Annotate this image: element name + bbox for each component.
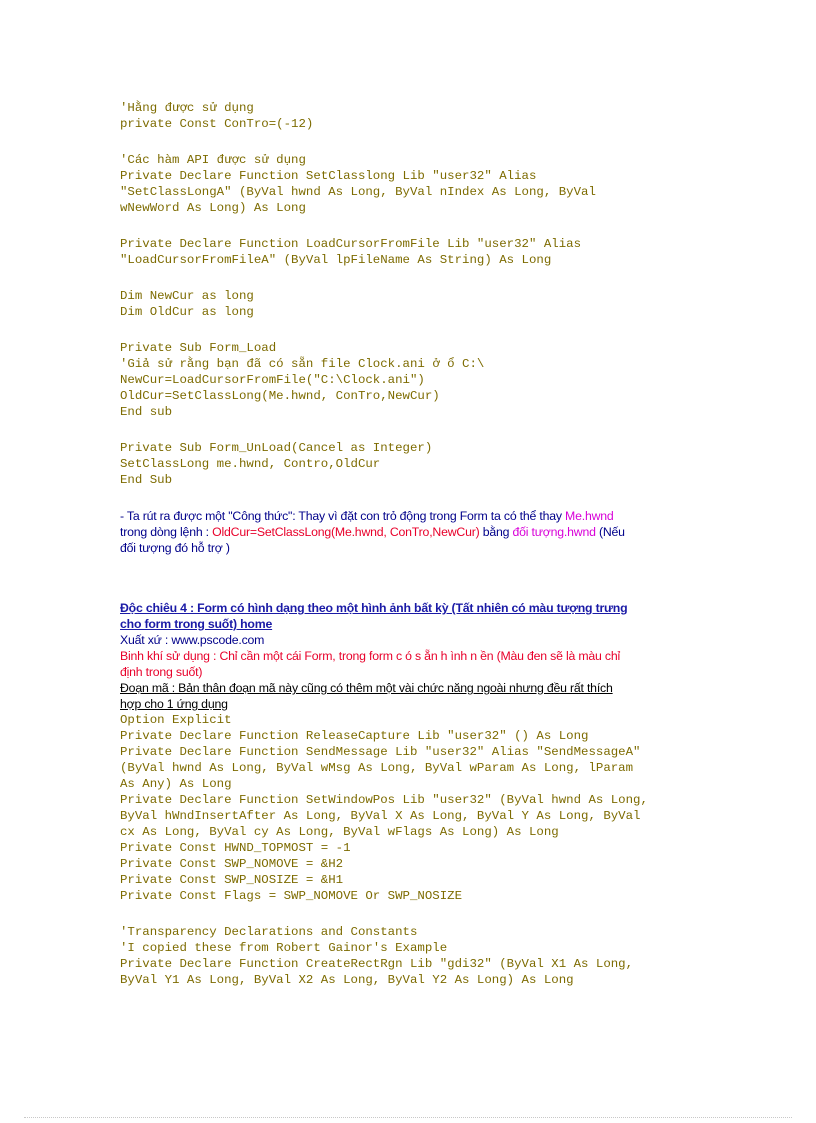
note-text: (Nếu [595, 525, 625, 539]
code-line: "LoadCursorFromFileA" (ByVal lpFileName As String) As Long [120, 253, 552, 267]
code-line: End sub [120, 405, 173, 419]
code-line: 'Transparency Declarations and Constants [120, 925, 418, 939]
section-heading-link[interactable]: Độc chiêu 4 : Form có hình dạng theo một hình ảnh bất kỳ (Tất nhiên có màu tượng trưng [120, 601, 628, 615]
code-block-form-unload [120, 440, 710, 488]
code-line: "SetClassLongA" (ByVal hwnd As Long, ByVal nIndex As Long, ByVal [120, 185, 596, 199]
code-line: As Any) As Long [120, 777, 232, 791]
code-line: OldCur=SetClassLong(Me.hwnd, ConTro,NewCur) [120, 389, 440, 403]
code-block-dims [120, 288, 710, 320]
code-line: Option Explicit [120, 713, 232, 727]
note-text: trong dòng lệnh : [120, 525, 213, 539]
code-line: 'Hằng được sử dụng [120, 101, 254, 115]
code-line: cx As Long, ByVal cy As Long, ByVal wFlags As Long) As Long [120, 825, 559, 839]
code-line: Private Const SWP_NOSIZE = &H1 [120, 873, 344, 887]
me-hwnd-highlight: Me.hwnd [565, 509, 614, 523]
code-line: Private Sub Form_Load [120, 341, 277, 355]
code-line: 'Giả sử rằng bạn đã có sẵn file Clock.ani ở ổ C:\ [120, 357, 485, 371]
code-line: 'Các hàm API được sử dụng [120, 153, 306, 167]
note-line: đối tượng đó hỗ trợ ) [120, 541, 230, 555]
section-heading-link[interactable]: cho form trong suốt) home [120, 617, 273, 631]
object-hwnd-highlight: đối tượng.hwnd [512, 525, 596, 539]
code-line: Private Sub Form_UnLoad(Cancel as Integer) [120, 441, 433, 455]
code-line: 'I copied these from Robert Gainor's Example [120, 941, 448, 955]
code-line: Private Declare Function SetClasslong Lib "user32" Alias [120, 169, 537, 183]
code-block-form-load [120, 340, 710, 420]
document-page [120, 100, 710, 988]
code-line: Private Declare Function SendMessage Lib "user32" Alias "SendMessageA" [120, 745, 641, 759]
note-text: bằng [479, 525, 513, 539]
code-line: Private Const Flags = SWP_NOMOVE Or SWP_NOSIZE [120, 889, 463, 903]
code-line: End Sub [120, 473, 173, 487]
note-line [120, 508, 710, 524]
section-4 [120, 600, 710, 712]
weapon-line: định trong suốt) [120, 665, 203, 679]
code-block-api-declarations [120, 152, 710, 216]
note-line [120, 524, 710, 540]
code-block-transparency [120, 924, 710, 988]
code-line: Private Declare Function LoadCursorFromFile Lib "user32" Alias [120, 237, 582, 251]
code-line: NewCur=LoadCursorFromFile("C:\Clock.ani") [120, 373, 425, 387]
weapon-line: Binh khí sử dụng : Chỉ cần một cái Form, trong form c ó s ẵn h ình n ền (Màu đen sẽ là màu chỉ [120, 649, 620, 663]
code-block-window-api [120, 712, 710, 904]
code-line: Private Const SWP_NOMOVE = &H2 [120, 857, 344, 871]
page-bottom-border [24, 1117, 792, 1118]
note-text: - Ta rút ra được một "Công thức": Thay vì đặt con trỏ động trong Form ta có thể thay [120, 509, 566, 523]
formula-note [120, 508, 710, 556]
code-line: ByVal Y1 As Long, ByVal X2 As Long, ByVal Y2 As Long) As Long [120, 973, 574, 987]
code-line: Private Const HWND_TOPMOST = -1 [120, 841, 351, 855]
description-line: Đoạn mã : Bản thân đoạn mã này cũng có thêm một vài chức năng ngoài nhưng đều rất thích [120, 681, 613, 695]
description-line: hợp cho 1 ứng dụng [120, 697, 228, 711]
code-line: ByVal hWndInsertAfter As Long, ByVal X As Long, ByVal Y As Long, ByVal [120, 809, 641, 823]
code-line: SetClassLong me.hwnd, Contro,OldCur [120, 457, 381, 471]
code-line: Private Declare Function SetWindowPos Lib "user32" (ByVal hwnd As Long, [120, 793, 648, 807]
code-highlight: OldCur=SetClassLong(Me.hwnd, ConTro,NewCur) [212, 525, 480, 539]
code-line: wNewWord As Long) As Long [120, 201, 306, 215]
code-line: private Const ConTro=(-12) [120, 117, 314, 131]
code-block-constants [120, 100, 710, 132]
code-line: Dim OldCur as long [120, 305, 254, 319]
code-line: Dim NewCur as long [120, 289, 254, 303]
code-line: Private Declare Function ReleaseCapture Lib "user32" () As Long [120, 729, 589, 743]
code-block-load-cursor [120, 236, 710, 268]
source-line: Xuất xứ : www.pscode.com [120, 633, 265, 647]
code-line: Private Declare Function CreateRectRgn Lib "gdi32" (ByVal X1 As Long, [120, 957, 634, 971]
code-line: (ByVal hwnd As Long, ByVal wMsg As Long, ByVal wParam As Long, lParam [120, 761, 634, 775]
